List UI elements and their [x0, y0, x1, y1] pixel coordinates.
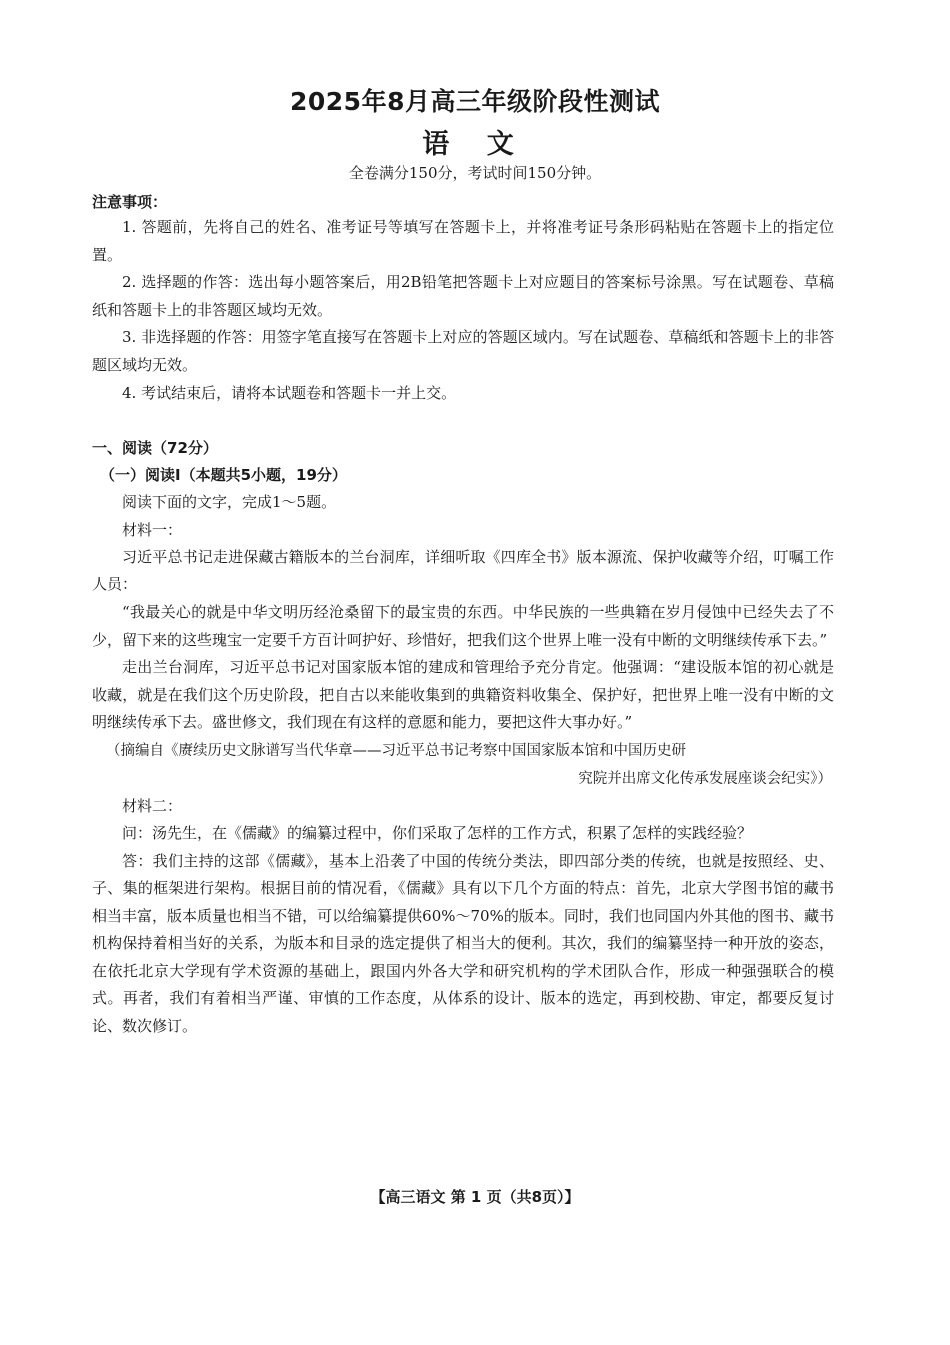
score-info: 全卷满分150分，考试时间150分钟。: [348, 164, 602, 182]
material2-answer: 答：我们主持的这部《儒藏》，基本上沿袭了中国的传统分类法，即四部分类的传统，也就是按照经、史、子、集的框架进行架构。根据目前的情况看，《儒藏》具有以下几个方面的特点：首先，北京大学图书馆的藏书相当丰富，版本质量也相当不错，可以给编纂提供60%～70%的版本。同时，我们也同国内外其他的图书、藏书机构保持着相当好的关系，为版本和目录的选定提供了相当大的便利。其次，我们的编纂坚持一种开放的姿态，在依托北京大学现有学术资源的基础上，跟国内外各大学和研究机构的学术团队合作，形成一种强强联合的模式。再者，我们有着相当严谨、审慎的工作态度，从体系的设计、版本的选定，再到校勘、审定，都要反复讨论、数次修订。: [92, 851, 834, 1036]
material2-label: 材料二：: [122, 796, 183, 815]
source-citation-end: 究院并出席文化传承发展座谈会纪实》）: [578, 770, 832, 787]
material1-paragraph: “我最关心的就是中华文明历经沧桑留下的最宝贵的东西。中华民族的一些典籍在岁月侵蚀中已经失去了不少，留下来的这些瑰宝一定要千方百计呵护好、珍惜好，把我们这个世界上唯一没有中断的文明继续传承下去。”: [92, 602, 834, 649]
material1-label: 材料一：: [122, 520, 183, 539]
material2-question: 问：汤先生，在《儒藏》的编纂过程中，你们采取了怎样的工作方式，积累了怎样的实践经验？: [122, 823, 753, 842]
notice-item: 3. 非选择题的作答：用签字笔直接写在答题卡上对应的答题区域内。写在试题卷、草稿纸和答题卡上的非答题区域均无效。: [92, 328, 834, 374]
subsection-heading: （一）阅读Ⅰ（本题共5小题，19分）: [100, 466, 347, 485]
material1-paragraph: 走出兰台洞库，习近平总书记对国家版本馆的建成和管理给予充分肯定。他强调：“建设版本馆的初心就是收藏，就是在我们这个历史阶段，把自古以来能收集到的典籍资料收集全、保护好，把世界上唯一没有中断的文明继续传承下去。盛世修文，我们现在有这样的意愿和能力，要把这件大事办好。”: [92, 658, 834, 732]
source-citation: （摘编自《赓续历史文脉谱写当代华章——习近平总书记考察中国国家版本馆和中国历史研: [106, 742, 686, 759]
subject-title: 语 文: [422, 129, 528, 160]
page-footer: 【高三语文 第 1 页（共8页）】: [370, 1188, 580, 1206]
notice-title: 注意事项：: [92, 193, 168, 211]
exam-title: 2025年8月高三年级阶段性测试: [290, 87, 660, 116]
notice-item: 2. 选择题的作答：选出每小题答案后，用2B铅笔把答题卡上对应题目的答案标号涂黑。写在试题卷、草稿纸和答题卡上的非答题区域均无效。: [92, 273, 834, 319]
exam-content: [92, 186, 834, 1041]
notice-item: 1. 答题前，先将自己的姓名、准考证号等填写在答题卡上，并将准考证号条形码粘贴在答题卡上的指定位置。: [92, 218, 834, 264]
reading-instruction: 阅读下面的文字，完成1～5题。: [122, 493, 337, 512]
material1-paragraph: 习近平总书记走进保藏古籍版本的兰台洞库，详细听取《四库全书》版本源流、保护收藏等介绍，叮嘱工作人员：: [92, 547, 834, 594]
section-heading: 一、阅读（72分）: [92, 439, 218, 458]
notice-item: 4. 考试结束后，请将本试题卷和答题卡一并上交。: [122, 383, 457, 402]
